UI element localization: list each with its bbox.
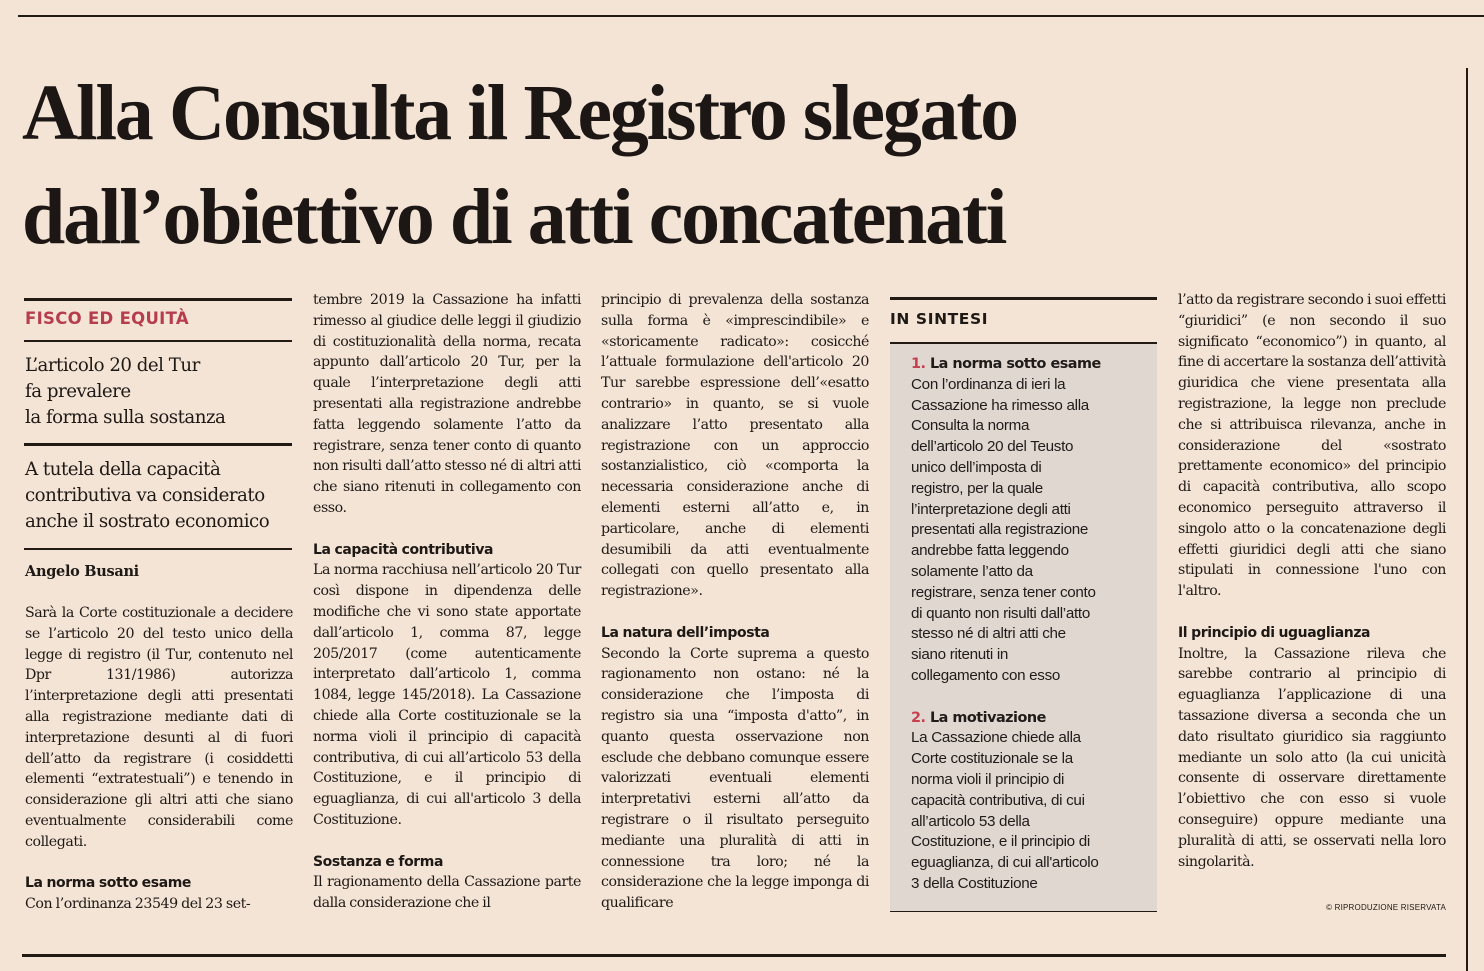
sintesi-item-line: norma violi il principio di (911, 770, 1065, 788)
headline (22, 62, 1401, 270)
subheading: La natura dell’imposta (601, 624, 770, 641)
sintesi-label: IN SINTESI (890, 310, 989, 328)
sintesi-box (890, 342, 1157, 912)
right-vertical-rule (1466, 68, 1468, 971)
deck-2-line: A tutela della capacità (25, 459, 221, 480)
sintesi-item-line: all’articolo 53 della (911, 812, 1030, 830)
sintesi-item-line: solamente l’atto da (911, 562, 1033, 580)
subheading: La capacità contributiva (313, 541, 494, 558)
deck-1 (25, 353, 295, 431)
sintesi-item-line: 3 della Costituzione (911, 874, 1038, 892)
article-paragraph: La norma racchiusa nell’articolo 20 Tur così dispone in dipendenza delle modifiche che vi sono state apportate dall’articolo 1, comma 87, legge 205/2017 (come autenticamente interpretato dall’articolo 1, comma 1084, legge 145/2018). La Cassazione chiede alla Corte costituzionale se la norma violi il principio di capacità contributiva, di cui all’articolo 53 della Costituzione, e il principio di eguaglianza, di cui all'articolo 3 della Costituzione. (313, 562, 581, 828)
article-column-5 (1178, 290, 1446, 872)
article-paragraph: Il ragionamento della Cassazione parte dalla considerazione che il (313, 874, 581, 912)
article-paragraph: Secondo la Corte suprema a questo ragionamento non ostano: né la considerazione che l’imposta di registro sia una “imposta d'atto”, in quanto questa osservazione non esclude che debbano comunque essere valorizzati eventuali elementi interpretativi esterni all’atto da registrare o il risultato perseguito mediante una pluralità di atti in connessione tra loro; né la considerazione che la legge imponga di qualificare (601, 645, 869, 912)
article-column-2 (313, 290, 581, 914)
sintesi-item-line: Costituzione, e il principio di (911, 833, 1090, 851)
sintesi-item-line: capacità contributiva, di cui (911, 791, 1085, 809)
sintesi-item-line: unico dell’imposta di (911, 458, 1042, 476)
deck-1-line: L’articolo 20 del Tur (25, 355, 200, 376)
deck-2 (25, 457, 295, 535)
sintesi-item-line: andrebbe fatta leggendo (911, 542, 1069, 560)
sintesi-item-line: dell’articolo 20 del Teusto (911, 438, 1074, 456)
copyright-notice: © RIPRODUZIONE RISERVATA (1326, 903, 1446, 912)
sintesi-item-number: 1. (911, 356, 926, 372)
top-rule (18, 15, 1484, 17)
subheading: La norma sotto esame (25, 875, 192, 892)
author-byline: Angelo Busani (25, 563, 139, 580)
sintesi-item-title (911, 354, 1151, 375)
sintesi-content (911, 354, 1151, 895)
sidebar-rule-2 (24, 340, 292, 342)
article-paragraph: Sarà la Corte costituzionale a decidere se l’articolo 20 del testo unico della legge di registro (il Tur, contenuto nel Dpr 131/1986) autorizza l’interpretazione degli atti presentati alla registrazione mediante dati di interpretazione desunti al di fuori dell’atto da registrare (i cosiddetti elementi “extratestuali”) e tenendo in considerazione gli altri atti che siano eventualmente considerabili come collegati. (25, 605, 293, 850)
sintesi-item-line: l’interpretazione degli atti (911, 500, 1071, 518)
article-paragraph: principio di prevalenza della sostanza sulla forma è «imprescindibile» e «storicamente radicato»: cosicché l’attuale formulazione dell'articolo 20 Tur sarebbe espressione dell’«esatto contrario» in quanto, se si vuole analizzare l’atto presentato alla registrazione con un approccio sostanzialistico, ciò «comporta la necessaria considerazione anche di elementi esterni all’atto e, in particolare, anche di elementi desumibili da atti eventualmente collegati con quello presentato alla registrazione». (601, 292, 869, 600)
bottom-rule (22, 954, 1446, 957)
article-paragraph: l’atto da registrare secondo i suoi effetti “giuridici” (e non secondo il suo significato “economico”) in quanto, al fine di accertare la sostanza dell’attività giuridica che viene presentata alla registrazione, la legge non preclude che si attribuisca rilevanza, anche in considerazione del «sostrato prettamente economico» del principio di capacità contributiva, allo scopo economico perseguito attraverso il singolo atto o la concatenazione degli effetti giuridici degli atti che siano stipulati in connessione l'uno con l'altro. (1178, 292, 1446, 600)
headline-line-2: dall’obiettivo di atti concatenati (22, 174, 1006, 261)
sidebar-rule-3 (24, 443, 292, 446)
article-paragraph: Inoltre, la Cassazione rileva che sarebbe contrario al principio di eguaglianza l’applicazione di una tassazione diversa a seconda che un dato risultato giuridico sia raggiunto mediante un solo atto (la cui unicità consente di osservare direttamente l’obiettivo che con esso si vuole conseguire) oppure mediante una pluralità di atti, se osservati nella loro singolarità. (1178, 645, 1446, 870)
sintesi-item-title-text: La motivazione (930, 709, 1046, 726)
sintesi-item-line: di quanto non risulti dall’atto (911, 604, 1090, 622)
article-paragraph: Con l’ordinanza 23549 del 23 set- (25, 896, 251, 913)
sintesi-item-line: Cassazione ha rimesso alla (911, 396, 1089, 414)
subheading: Sostanza e forma (313, 853, 444, 870)
sintesi-item-line: siano ritenuti in (911, 646, 1009, 664)
sintesi-item-number: 2. (911, 709, 926, 726)
sintesi-box-top-rule (890, 342, 1157, 344)
sintesi-item-line: registro, per la quale (911, 479, 1043, 497)
sidebar-rule-4 (24, 548, 292, 550)
headline-line-1: Alla Consulta il Registro slegato (22, 70, 1017, 157)
sintesi-item-line: stesso né di altri atti che (911, 625, 1066, 643)
sintesi-top-rule (890, 297, 1157, 300)
sintesi-item-line: Consulta la norma (911, 417, 1030, 435)
deck-2-line: contributiva va considerato (25, 485, 265, 506)
sintesi-item-line: La Cassazione chiede alla (911, 729, 1081, 747)
sintesi-item-line: Corte costituzionale se la (911, 750, 1073, 768)
sintesi-item-line: eguaglianza, di cui all'articolo (911, 854, 1099, 872)
deck-1-line: la forma sulla sostanza (25, 407, 226, 428)
article-column-1 (25, 603, 293, 915)
deck-1-line: fa prevalere (25, 381, 131, 402)
sintesi-item-line: Con l’ordinanza di ieri la (911, 375, 1066, 393)
sintesi-item-line: collegamento con esso (911, 666, 1061, 684)
sintesi-item-title-text: La norma sotto esame (930, 356, 1101, 372)
deck-2-line: anche il sostrato economico (25, 511, 270, 532)
sintesi-item-line: registrare, senza tener conto (911, 583, 1096, 601)
sintesi-item-line: presentati alla registrazione (911, 521, 1089, 539)
article-column-3 (601, 290, 869, 914)
sintesi-box-bottom-rule (890, 911, 1157, 913)
sintesi-item-title (911, 708, 1151, 729)
article-paragraph: tembre 2019 la Cassazione ha infatti rimesso al giudice delle leggi il giudizio di costituzionalità della norma, recata appunto dall’articolo 20 Tur, per la quale l’interpretazione degli atti presentati alla registrazione andrebbe fatta leggendo solamente l’atto da registrare, senza tener conto di quanto non risulti dall’atto stesso né di altri atti che siano ritenuti in collegamento con esso. (313, 292, 581, 516)
subheading: Il principio di uguaglianza (1178, 624, 1371, 641)
sidebar-top-rule (24, 298, 292, 301)
section-kicker: FISCO ED EQUITÀ (25, 309, 189, 328)
